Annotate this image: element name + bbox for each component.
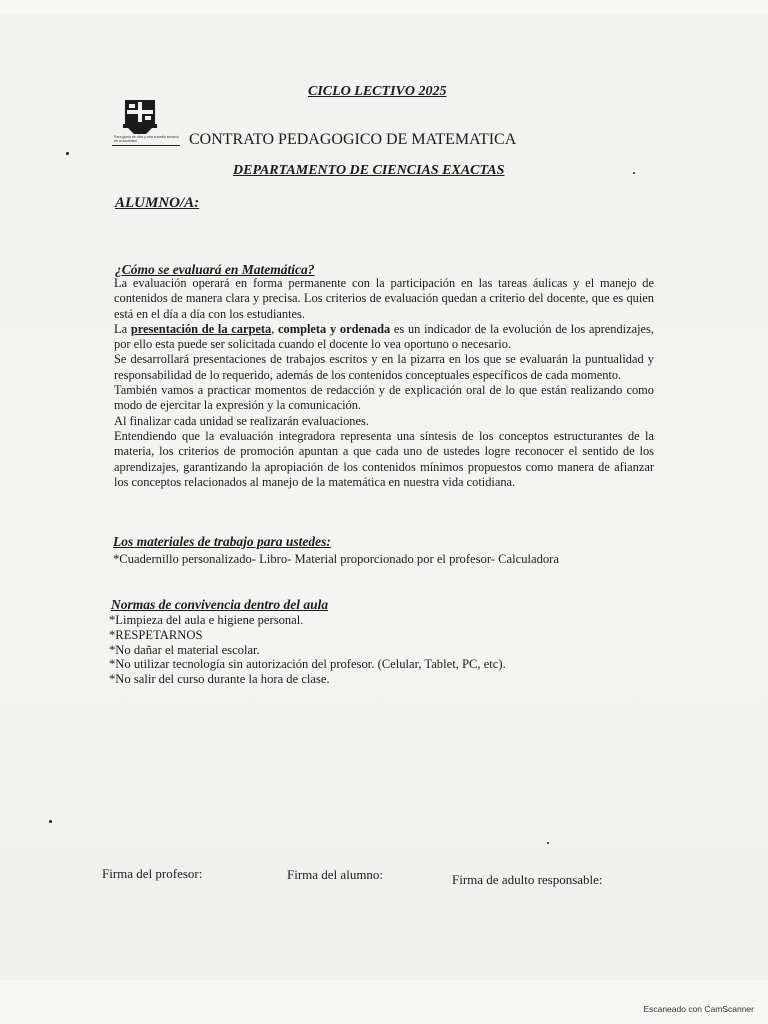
scan-speck (633, 172, 635, 174)
scan-speck (547, 842, 549, 844)
evaluation-paragraph: También vamos a practicar momentos de redacción y de explicación oral de lo que están realizando como modo de ejercitar la expresión y la comunicación. (114, 383, 654, 413)
rules-list (109, 613, 506, 687)
camscanner-watermark: Escaneado con CamScanner (643, 1004, 754, 1014)
rules-heading: Normas de convivencia dentro del aula (111, 597, 329, 612)
department-title: DEPARTAMENTO DE CIENCIAS EXACTAS (233, 163, 505, 178)
evaluation-heading: ¿Cómo se evaluará en Matemática? (115, 262, 315, 277)
text-run: , (271, 321, 279, 336)
cycle-title: CICLO LECTIVO 2025 (308, 84, 447, 99)
materials-item: *Cuadernillo personalizado- Libro- Material proporcionado por el profesor- Calculadora (113, 552, 559, 566)
student-signature-label: Firma del alumno: (287, 867, 384, 882)
evaluation-paragraph (114, 322, 654, 353)
text-run: La (114, 321, 131, 336)
materials-heading: Los materiales de trabajo para ustedes: (113, 534, 331, 549)
text-run: es un indicador de la evolución de los aprendizajes, por ello esta puede ser solicitada cuando el docente lo vea oportuno o necesario. (114, 321, 654, 352)
teacher-signature-label: Firma del profesor: (102, 866, 203, 881)
logo-underline (112, 145, 180, 146)
evaluation-paragraph: Al finalizar cada unidad se realizarán evaluaciones. (114, 413, 369, 428)
scanned-page (0, 14, 768, 980)
materials-list (113, 552, 559, 567)
logo-motto: Para gloria de dios y otra sucedio servicio de la sociedad (114, 135, 179, 143)
scan-speck (49, 820, 52, 823)
student-name-label: ALUMNO/A: (115, 195, 200, 211)
contract-title: CONTRATO PEDAGOGICO DE MATEMATICA (189, 131, 517, 148)
evaluation-paragraph: La evaluación operará en forma permanente con la participación en las tareas áulicas y el manejo de contenidos de manera clara y precisa. Los criterios de evaluación quedan a criterio del docente, que es quien está en el día a día con los estudiantes. (114, 276, 654, 321)
rule-item: *No dañar el material escolar. (109, 642, 260, 657)
school-logo (114, 100, 180, 148)
evaluation-body (114, 276, 654, 490)
rule-item: *RESPETARNOS (109, 627, 203, 642)
rule-item: *No utilizar tecnología sin autorización del profesor. (Celular, Tablet, PC, etc). (109, 657, 506, 672)
scan-speck (66, 152, 69, 155)
rule-item: *Limpieza del aula e higiene personal. (109, 613, 304, 627)
evaluation-paragraph: Se desarrollará presentaciones de trabajos escritos y en la pizarra en los que se evaluarán la puntualidad y responsabilidad de lo requerido, además de los contenidos conceptuales específicos de cada momento. (114, 352, 654, 382)
guardian-signature-label: Firma de adulto responsable: (452, 872, 603, 887)
folder-presentation-emphasis: presentación de la carpeta (130, 321, 272, 336)
rule-item: *No salir del curso durante la hora de clase. (109, 672, 330, 687)
complete-ordered-emphasis: completa y ordenada (278, 321, 391, 336)
evaluation-paragraph: Entendiendo que la evaluación integradora representa una síntesis de los conceptos estructurantes de la materia, los criterios de promoción apuntan a que cada uno de ustedes logre reconocer el sentido de los aprendizajes, garantizando la apropiación de los contenidos mínimos propuestos como manera de afianzar los conceptos relacionados al manejo de la matemática en nuestra vida cotidiana. (114, 428, 654, 489)
